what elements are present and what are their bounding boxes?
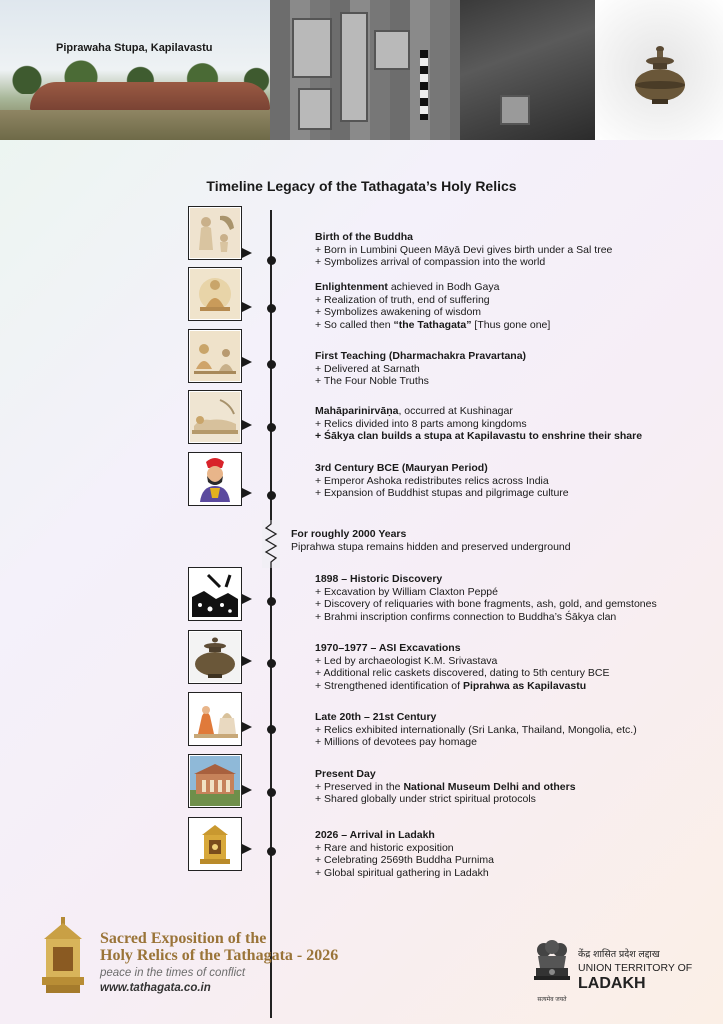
entry-first-teaching [315, 350, 715, 388]
entry-line-prefix: + Strengthened identification of [315, 679, 463, 692]
entry-line: + Global spiritual gathering in Ladakh [315, 866, 489, 879]
entry-pointer [242, 594, 252, 604]
entry-thumbnail [188, 692, 242, 746]
excavation-photo [270, 0, 460, 140]
entry-line: + Led by archaeologist K.M. Srivastava [315, 654, 498, 667]
entry-heading: First Teaching (Dharmachakra Pravartana) [315, 350, 527, 362]
entry-pointer [242, 785, 252, 795]
timeline-zigzag-icon [262, 518, 280, 570]
national-emblem [532, 938, 572, 1003]
entry-heading: 3rd Century BCE (Mauryan Period) [315, 462, 488, 474]
entry-pointer [242, 656, 252, 666]
relic-urn-icon [190, 632, 240, 682]
entry-line: + Expansion of Buddhist stupas and pilgrimage culture [315, 487, 569, 499]
emblem-motto: सत्यमेव जयते [537, 997, 567, 1003]
entry-heading: Birth of the Buddha [315, 231, 413, 243]
entry-line-bold: + Śākya clan builds a stupa at Kapilavastu to enshrine their share [315, 430, 643, 442]
entry-line: + Born in Lumbini Queen Māyā Devi gives birth under a Sal tree [315, 243, 613, 256]
timeline-dot [267, 597, 276, 606]
timeline-dot [267, 423, 276, 432]
entry-thumbnail [188, 817, 242, 871]
entry-thumbnail [188, 329, 242, 383]
entry-heading-rest: , occurred at Kushinagar [398, 405, 513, 417]
entry-heading: 2026 – Arrival in Ladakh [315, 829, 435, 841]
entry-line: + Rare and historic exposition [315, 841, 454, 854]
footer-title-line2: Holy Relics of the Tathagata - 2026 [100, 947, 339, 964]
stone-slab [292, 18, 332, 78]
gap-heading: For roughly 2000 Years [291, 528, 407, 540]
measuring-scale [420, 50, 428, 120]
entry-thumbnail [188, 390, 242, 444]
entry-line: + Relics divided into 8 parts among kingdoms [315, 417, 527, 430]
brick-chamber-photo [460, 0, 595, 140]
entry-pointer [242, 357, 252, 367]
timeline-dot [267, 725, 276, 734]
entry-line: + Additional relic caskets discovered, dating to 5th century BCE [315, 667, 610, 679]
entry-line: + Emperor Ashoka redistributes relics across India [315, 474, 549, 487]
entry-pointer [242, 302, 252, 312]
entry-thumbnail [188, 206, 242, 260]
entry-heading: Mahāparinirvāṇa [315, 405, 399, 417]
entry-line: + Relics exhibited internationally (Sri Lanka, Thailand, Mongolia, etc.) [315, 723, 637, 736]
entry-asi-excavations [315, 642, 715, 692]
entry-line: + Discovery of reliquaries with bone fragments, ash, gold, and gemstones [315, 598, 657, 610]
entry-line: + The Four Noble Truths [315, 375, 429, 387]
timeline-dot [267, 491, 276, 500]
entry-line-bold: National Museum Delhi and others [403, 780, 576, 793]
entry-line: + Symbolizes awakening of wisdom [315, 306, 482, 318]
ut-hindi: केंद्र शासित प्रदेश लद्दाख [578, 949, 660, 960]
ut-english: UNION TERRITORY OF [578, 962, 693, 974]
entry-heading-rest: achieved in Bodh Gaya [387, 281, 500, 293]
entry-line: + Celebrating 2569th Buddha Purnima [315, 854, 494, 866]
entry-line: + Millions of devotees pay homage [315, 736, 477, 748]
footer-tagline: peace in the times of conflict [100, 967, 246, 979]
ut-name: LADAKH [578, 975, 646, 992]
entry-heading: Present Day [315, 768, 376, 780]
stupa-caption: Piprawaha Stupa, Kapilavastu [56, 42, 213, 54]
entry-line-prefix: + Preserved in the [315, 780, 404, 793]
relic-urn-photo [595, 0, 723, 140]
entry-line-prefix: + So called then [315, 318, 394, 331]
entry-pointer [242, 420, 252, 430]
reclining-buddha-icon [190, 392, 240, 442]
gap-text: Piprahwa stupa remains hidden and preserved underground [291, 541, 571, 553]
entry-mauryan [315, 462, 715, 500]
timeline-dot [267, 659, 276, 668]
stone-casket [500, 95, 530, 125]
stupa-mound [30, 82, 270, 110]
museum-building-icon [190, 756, 240, 806]
ground [0, 110, 270, 140]
excavation-icon [190, 569, 240, 619]
ashoka-emblem-icon [532, 938, 572, 990]
entry-line: + Brahmi inscription confirms connection to Buddha’s Śākya clan [315, 610, 617, 623]
entry-line: + Delivered at Sarnath [315, 362, 420, 375]
entry-enlightenment [315, 281, 715, 331]
teaching-buddha-icon [190, 331, 240, 381]
entry-thumbnail [188, 630, 242, 684]
timeline-axis [270, 210, 272, 1018]
entry-heading: Enlightenment [315, 281, 388, 293]
entry-mahaparinirvana [315, 405, 715, 443]
entry-heading: Late 20th – 21st Century [315, 711, 437, 723]
timeline-dot [267, 304, 276, 313]
footer-title-line1: Sacred Exposition of the [100, 930, 267, 947]
entry-thumbnail [188, 452, 242, 506]
entry-line: + Excavation by William Claxton Peppé [315, 585, 498, 598]
entry-pointer [242, 488, 252, 498]
entry-heading: 1970–1977 – ASI Excavations [315, 642, 461, 654]
ashoka-portrait-icon [190, 454, 240, 504]
timeline-dot [267, 360, 276, 369]
entry-line: + Symbolizes arrival of compassion into the world [315, 256, 546, 268]
entry-thumbnail [188, 267, 242, 321]
entry-pointer [242, 722, 252, 732]
entry-modern-era [315, 711, 715, 749]
entry-1898-discovery [315, 573, 715, 623]
entry-pointer [242, 844, 252, 854]
entry-pointer [242, 248, 252, 258]
page-title: Timeline Legacy of the Tathagata’s Holy Relics [206, 178, 517, 194]
entry-line-suffix: [Thus gone one] [471, 318, 551, 331]
footer-website-link[interactable]: www.tathagata.co.in [100, 982, 211, 994]
relic-exhibition-icon [190, 694, 240, 744]
photo-banner [0, 0, 723, 140]
golden-shrine-logo-icon [38, 917, 88, 995]
entry-line: + Shared globally under strict spiritual protocols [315, 793, 536, 805]
timeline-dot [267, 788, 276, 797]
entry-arrival-ladakh [315, 829, 715, 879]
stupa-photo [0, 0, 270, 140]
entry-line-bold: Piprahwa as Kapilavastu [462, 679, 587, 692]
entry-line-bold: “the Tathagata” [393, 318, 472, 331]
footer-title [100, 930, 338, 964]
timeline-dot [267, 847, 276, 856]
entry-thumbnail [188, 567, 242, 621]
stone-slab [340, 12, 368, 122]
entry-line: + Realization of truth, end of suffering [315, 293, 490, 306]
entry-thumbnail [188, 754, 242, 808]
timeline-dot [267, 256, 276, 265]
relic-urn-icon [633, 45, 687, 105]
stone-slab [298, 88, 332, 130]
entry-heading: 1898 – Historic Discovery [315, 573, 443, 585]
timeline-gap [291, 528, 571, 554]
stone-slab [374, 30, 410, 70]
entry-present-day [315, 768, 715, 806]
buddha-birth-icon [190, 208, 240, 258]
entry-birth [315, 231, 715, 269]
golden-shrine-icon [190, 819, 240, 869]
meditating-buddha-icon [190, 269, 240, 319]
